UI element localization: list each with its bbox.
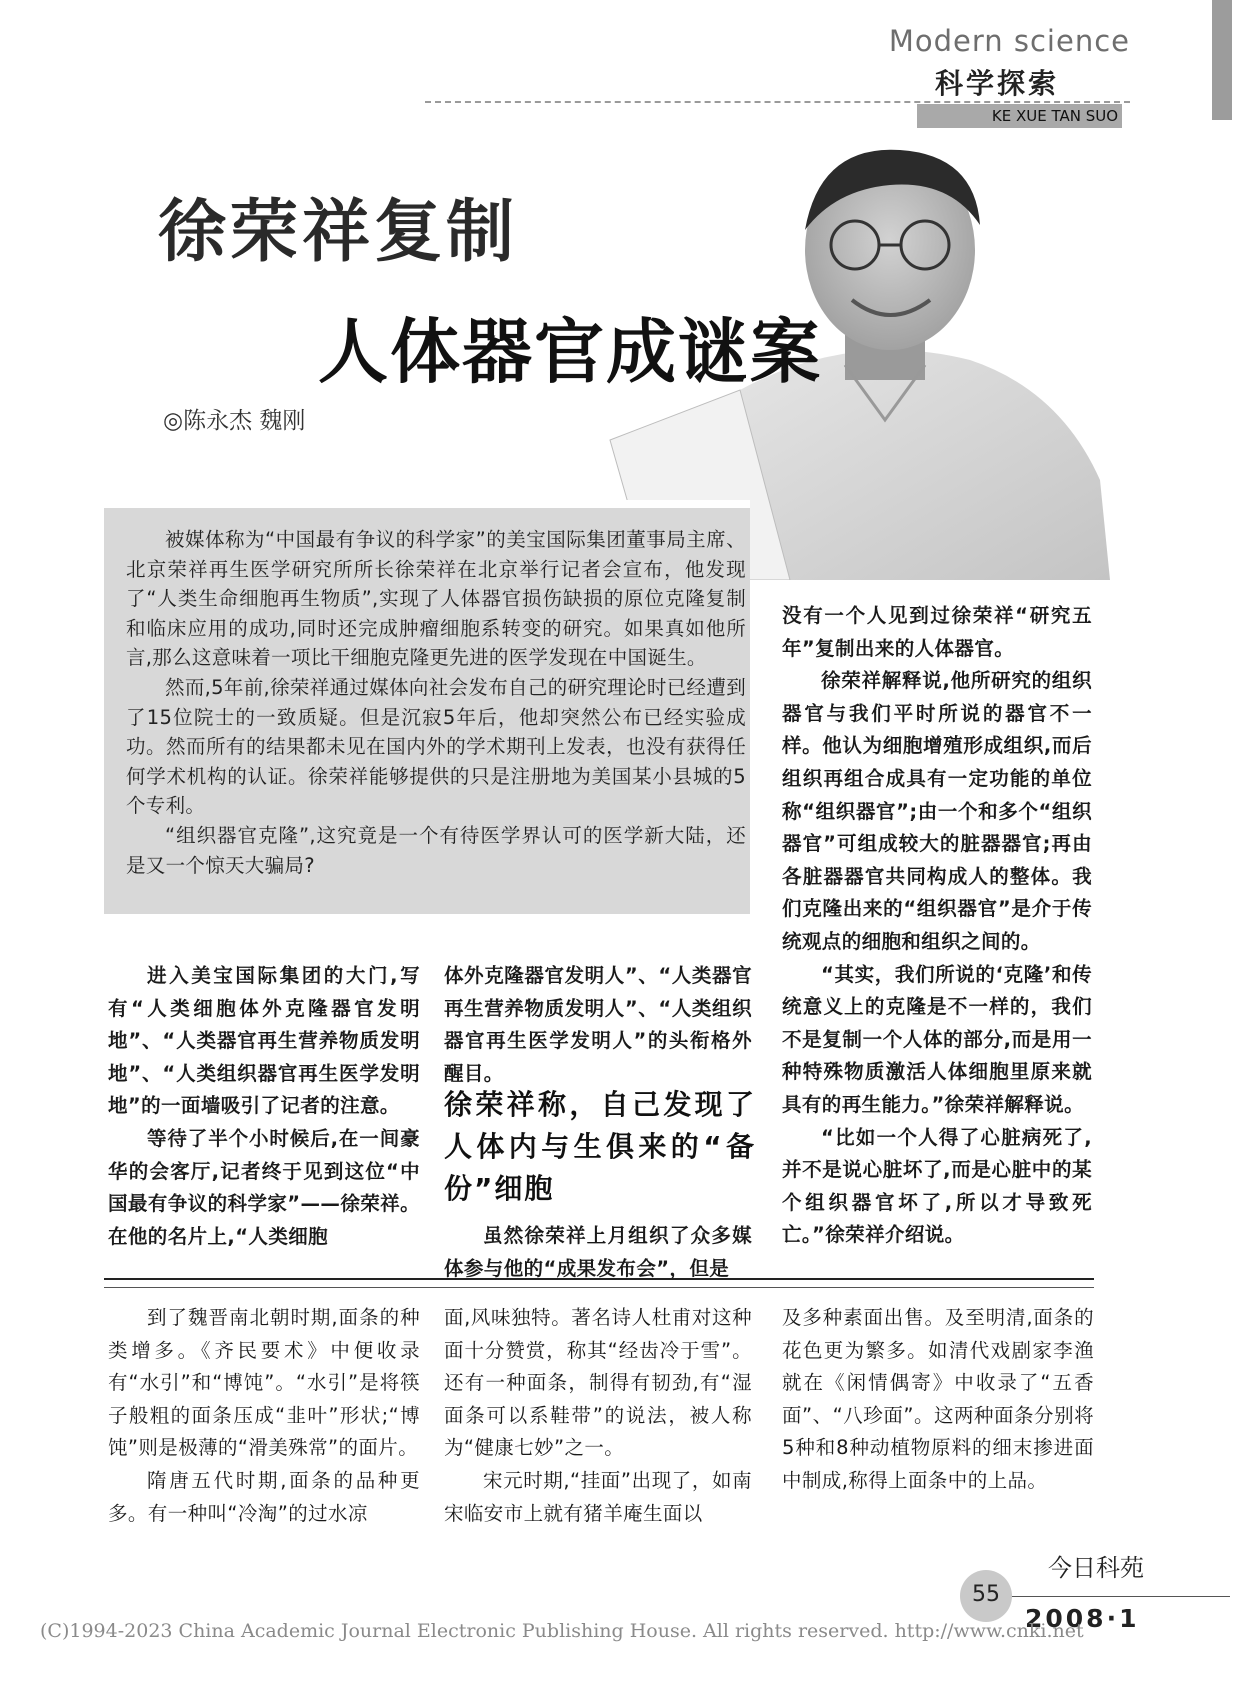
article-title-line1: 徐荣祥复制 <box>158 192 519 272</box>
body-paragraph: 体外克隆器官发明人”、“人类器官再生营养物质发明人”、“人类组织器官再生医学发明人”的头衔格外醒目。 <box>444 964 752 1085</box>
body-paragraph: “其实，我们所说的‘克隆’和传统意义上的克隆是不一样的，我们不是复制一个人体的部分,而是用一种特殊物质激活人体细胞里原来就具有的再生能力。”徐荣祥解释说。 <box>782 962 1092 1116</box>
middle-column <box>444 960 752 1090</box>
bottom-column-3 <box>782 1302 1094 1498</box>
byline: ◎陈永杰 魏刚 <box>163 408 306 434</box>
body-paragraph: 进入美宝国际集团的大门,写有“人类细胞体外克隆器官发明地”、“人类器官再生营养物质发明地”、“人类组织器官再生医学发明地”的一面墙吸引了记者的注意。 <box>108 964 420 1118</box>
body-paragraph: 到了魏晋南北朝时期,面条的种类增多。《齐民要术》中便收录有“水引”和“博饨”。“水引”是将筷子般粗的面条压成“韭叶”形状;“博饨”则是极薄的“滑美殊常”的面片。 <box>108 1306 420 1460</box>
right-column <box>782 600 1092 1252</box>
body-paragraph: 及多种素面出售。及至明清,面条的花色更为繁多。如清代戏剧家李渔就在《闲情偶寄》中收录了“五香面”、“八珍面”。这两种面条分别将5种和8种动植物原料的细末掺进面中制成,称得上面条中的上品。 <box>782 1306 1094 1492</box>
body-paragraph: 徐荣祥解释说,他所研究的组织器官与我们平时所说的器官不一样。他认为细胞增殖形成组织,而后组织再组合成具有一定功能的单位称“组织器官”;由一个和多个“组织器官”可组成较大的脏器器官;再由各脏器器官共同构成人的整体。我们克隆出来的“组织器官”是介于传统观点的细胞和组织之间的。 <box>782 669 1092 953</box>
article-title-line2: 人体器官成谜案 <box>318 311 822 393</box>
header-dashed-rule <box>425 101 1130 103</box>
subheading: 徐荣祥称，自己发现了人体内与生俱来的“备份”细胞 <box>444 1088 756 1205</box>
divider-rule-thin <box>104 1287 1094 1288</box>
section-title-pinyin: KE XUE TAN SUO <box>917 104 1122 128</box>
body-paragraph: 虽然徐荣祥上月组织了众多媒体参与他的“成果发布会”，但是 <box>444 1224 752 1280</box>
intro-paragraph: 然而,5年前,徐荣祥通过媒体向社会发布自己的研究理论时已经遭到了15位院士的一致质疑。但是沉寂5年后，他却突然公布已经实验成功。然而所有的结果都未见在国内外的学术期刊上发表，也没有获得任何学术机构的认证。徐荣祥能够提供的只是注册地为美国某小县城的5个专利。 <box>126 675 746 818</box>
copyright-notice: (C)1994-2023 China Academic Journal Electronic Publishing House. All rights reserved. http://www.cnki.net <box>40 1620 1084 1642</box>
body-paragraph: 隋唐五代时期,面条的品种更多。有一种叫“冷淘”的过水凉 <box>108 1468 420 1525</box>
left-column <box>108 960 420 1253</box>
body-paragraph: “比如一个人得了心脏病死了,并不是说心脏坏了,而是心脏中的某个组织器官坏了,所以才导致死亡。”徐荣祥介绍说。 <box>782 1125 1092 1247</box>
footer-rule <box>1010 1596 1230 1597</box>
corner-bar <box>1212 0 1232 120</box>
issue-number: 2008·1 <box>1025 1604 1140 1633</box>
body-paragraph: 等待了半个小时候后,在一间豪华的会客厅,记者终于见到这位“中国最有争议的科学家”——徐荣祥。在他的名片上,“人类细胞 <box>108 1126 420 1248</box>
section-title-cn: 科学探索 <box>935 67 1060 100</box>
body-paragraph: 面,风味独特。著名诗人杜甫对这种面十分赞赏，称其“经齿冷于雪”。还有一种面条，制得有韧劲,有“湿面条可以系鞋带”的说法，被人称为“健康七妙”之一。 <box>444 1306 752 1460</box>
intro-paragraph: “组织器官克隆”,这究竟是一个有待医学界认可的医学新大陆，还是又一个惊天大骗局? <box>126 823 746 877</box>
body-paragraph: 宋元时期,“挂面”出现了，如南宋临安市上就有猪羊庵生面以 <box>444 1468 752 1525</box>
bottom-column-2 <box>444 1302 752 1530</box>
section-title-en: Modern science <box>888 24 1130 58</box>
intro-paragraph: 被媒体称为“中国最有争议的科学家”的美宝国际集团董事局主席、北京荣祥再生医学研究所所长徐荣祥在北京举行记者会宣布，他发现了“人类生命细胞再生物质”,实现了人体器官损伤缺损的原位克隆复制和临床应用的成功,同时还完成肿瘤细胞系转变的研究。如果真如他所言,那么这意味着一项比干细胞克隆更先进的医学发现在中国诞生。 <box>126 528 746 670</box>
bottom-column-1 <box>108 1302 420 1530</box>
body-paragraph: 没有一个人见到过徐荣祥“研究五年”复制出来的人体器官。 <box>782 604 1092 660</box>
divider-rule <box>104 1278 1094 1280</box>
intro-box <box>104 508 750 914</box>
middle-column-continued <box>444 1220 752 1285</box>
magazine-name: 今日科苑 <box>1048 1554 1144 1582</box>
page-number: 55 <box>972 1582 1000 1607</box>
